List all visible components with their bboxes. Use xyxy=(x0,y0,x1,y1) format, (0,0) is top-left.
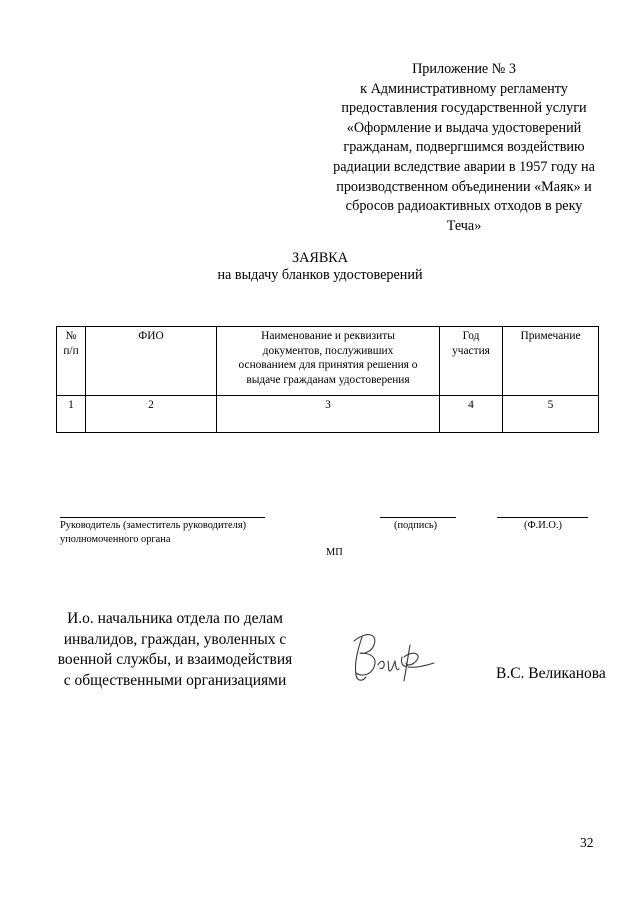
table-row xyxy=(57,396,599,433)
fio-line xyxy=(497,517,588,518)
header-documents: Наименование и реквизиты документов, послуживших основанием для принятия решения о выдаче гражданам удостоверения xyxy=(217,327,440,396)
column-number-cell: 3 xyxy=(217,396,440,433)
header-fio: ФИО xyxy=(86,327,217,396)
stamp-label: МП xyxy=(326,547,343,558)
document-subtitle: на выдачу бланков удостоверений xyxy=(217,267,423,283)
official-name: В.С. Великанова xyxy=(496,665,606,682)
appendix-line: Теча» xyxy=(446,217,482,234)
appendix-line: к Административному регламенту xyxy=(360,80,568,97)
head-label: Руководитель (заместитель руководителя) xyxy=(60,520,247,531)
page-number: 32 xyxy=(580,835,594,850)
appendix-line: гражданам, подвергшимся воздействию xyxy=(343,139,585,156)
column-number-cell: 1 xyxy=(57,396,86,433)
official-line: И.о. начальника отдела по делам xyxy=(67,610,283,627)
appendix-note xyxy=(318,60,610,236)
authority-label: уполномоченного органа xyxy=(60,534,171,545)
fio-label: (Ф.И.О.) xyxy=(524,520,562,531)
official-line: инвалидов, граждан, уволенных с xyxy=(63,630,287,648)
header-year: Год участия xyxy=(440,327,503,396)
signature-label: (подпись) xyxy=(394,520,438,531)
official-line: с общественными организациями xyxy=(63,671,287,689)
official-line: военной службы, и взаимодействия xyxy=(57,651,293,668)
handwritten-signature xyxy=(344,627,436,689)
appendix-line: «Оформление и выдача удостоверений xyxy=(346,119,582,136)
appendix-line: производственном объединении «Маяк» и xyxy=(336,178,592,195)
column-number-cell: 2 xyxy=(86,396,217,433)
table-header-row xyxy=(57,327,599,396)
appendix-line: Приложение № 3 xyxy=(412,61,516,77)
header-note: Примечание xyxy=(503,327,599,396)
appendix-line: сбросов радиоактивных отходов в реку xyxy=(345,198,583,215)
request-table xyxy=(56,326,599,433)
column-number-cell: 5 xyxy=(503,396,599,433)
head-signature-line xyxy=(60,517,265,518)
header-number: № п/п xyxy=(57,327,86,396)
appendix-line: предоставления государственной услуги xyxy=(341,100,587,117)
appendix-line: радиации вследствие аварии в 1957 году на xyxy=(333,158,595,175)
signature-line xyxy=(380,517,456,518)
column-number-cell: 4 xyxy=(440,396,503,433)
official-position xyxy=(50,609,300,691)
document-title: ЗАЯВКА xyxy=(292,250,348,266)
